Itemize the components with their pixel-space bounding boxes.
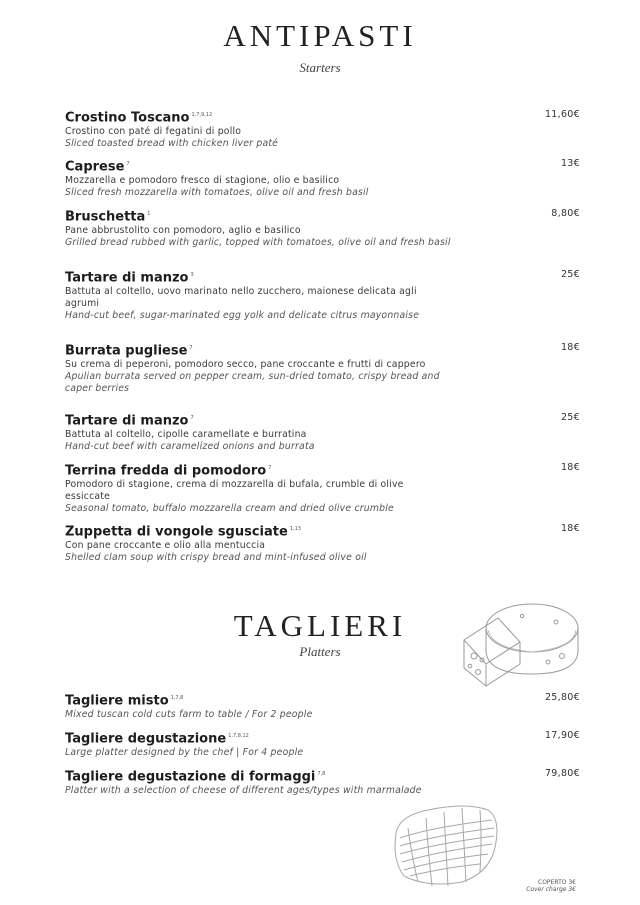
allergen-codes: 7,8 bbox=[317, 771, 326, 777]
menu-item bbox=[65, 206, 580, 249]
allergen-codes: 7 bbox=[268, 465, 272, 471]
item-price: 18€ bbox=[560, 342, 580, 353]
allergen-codes: 7 bbox=[126, 161, 130, 167]
antipasti-title: ANTIPASTI bbox=[223, 18, 417, 53]
item-name: Tagliere degustazione di formaggi bbox=[65, 769, 316, 785]
allergen-codes: 1,13 bbox=[289, 526, 301, 532]
item-description: Pomodoro di stagione, crema di mozzarella di bufala, crumble di olive essiccate bbox=[65, 479, 404, 503]
item-price: 8,80€ bbox=[551, 208, 580, 219]
item-price: 79,80€ bbox=[544, 768, 580, 779]
item-name: Bruschetta bbox=[65, 209, 146, 225]
menu-item bbox=[65, 460, 580, 515]
menu-item bbox=[65, 728, 580, 759]
item-name: Tagliere degustazione bbox=[65, 731, 227, 747]
item-description: Con pane croccante e olio alla mentuccia bbox=[65, 540, 266, 552]
antipasti-subtitle: Starters bbox=[299, 60, 341, 75]
menu-item bbox=[65, 340, 580, 395]
taglieri-subtitle: Platters bbox=[299, 644, 341, 659]
menu-item bbox=[65, 107, 580, 150]
allergen-codes: 1,7,9,12 bbox=[191, 112, 213, 118]
menu-item bbox=[65, 156, 580, 199]
cover-charge-note bbox=[526, 879, 576, 893]
allergen-codes: 1 bbox=[147, 211, 151, 217]
allergen-codes: 1,7,8 bbox=[170, 695, 184, 701]
item-description-en: Sliced fresh mozzarella with tomatoes, olive oil and fresh basil bbox=[65, 187, 369, 199]
item-name: Zuppetta di vongole sgusciate bbox=[65, 524, 288, 540]
item-description-en: Hand-cut beef, sugar-marinated egg yolk and delicate citrus mayonnaise bbox=[65, 310, 420, 322]
coperto-text: COPERTO 3€ bbox=[538, 879, 576, 886]
item-description-en: Grilled bread rubbed with garlic, topped with tomatoes, olive oil and fresh basil bbox=[65, 237, 451, 249]
item-description: Battuta al coltello, cipolle caramellate e burratina bbox=[65, 429, 307, 441]
menu-item bbox=[65, 267, 580, 322]
menu-item bbox=[65, 690, 580, 721]
item-price: 25,80€ bbox=[544, 692, 580, 703]
item-price: 25€ bbox=[560, 412, 580, 423]
item-description-en: Platter with a selection of cheese of different ages/types with marmalade bbox=[65, 785, 422, 797]
item-name: Tartare di manzo bbox=[65, 270, 189, 286]
item-price: 13€ bbox=[560, 158, 580, 169]
item-description: Pane abbrustolito con pomodoro, aglio e basilico bbox=[65, 225, 301, 237]
item-description-en: Mixed tuscan cold cuts farm to table / For 2 people bbox=[65, 709, 313, 721]
item-price: 18€ bbox=[560, 523, 580, 534]
item-description: Battuta al coltello, uovo marinato nello zucchero, maionese delicata agli agrumi bbox=[65, 286, 417, 310]
item-price: 25€ bbox=[560, 269, 580, 280]
allergen-codes: 7 bbox=[190, 415, 194, 421]
item-description-en: Hand-cut beef with caramelized onions and burrata bbox=[65, 441, 315, 453]
allergen-codes: 3 bbox=[190, 272, 194, 278]
item-description: Mozzarella e pomodoro fresco di stagione, olio e basilico bbox=[65, 175, 340, 187]
taglieri-title: TAGLIERI bbox=[233, 608, 407, 643]
cover-charge-text: Cover charge 3€ bbox=[526, 886, 576, 893]
item-name: Tagliere misto bbox=[65, 693, 169, 709]
item-name: Crostino Toscano bbox=[65, 110, 190, 126]
item-description-en: Apulian burrata served on pepper cream, sun-dried tomato, crispy bread and caper berries bbox=[65, 371, 440, 395]
item-description-en: Seasonal tomato, buffalo mozzarella cream and dried olive crumble bbox=[65, 503, 394, 515]
menu-item bbox=[65, 521, 580, 564]
item-description-en: Shelled clam soup with crispy bread and mint-infused olive oil bbox=[65, 552, 367, 564]
item-price: 18€ bbox=[560, 462, 580, 473]
item-name: Caprese bbox=[65, 159, 125, 175]
item-name: Tartare di manzo bbox=[65, 413, 189, 429]
menu-item bbox=[65, 766, 580, 797]
item-name: Terrina fredda di pomodoro bbox=[65, 463, 267, 479]
item-price: 17,90€ bbox=[544, 730, 580, 741]
item-description-en: Large platter designed by the chef | For 4 people bbox=[65, 747, 304, 759]
item-name: Burrata pugliese bbox=[65, 343, 188, 359]
cured-meat-illustration bbox=[388, 798, 504, 890]
item-description: Su crema di peperoni, pomodoro secco, pane croccante e frutti di cappero bbox=[65, 359, 426, 371]
allergen-codes: 7 bbox=[189, 345, 193, 351]
item-description-en: Sliced toasted bread with chicken liver paté bbox=[65, 138, 279, 150]
item-price: 11,60€ bbox=[544, 109, 580, 120]
item-description: Crostino con paté di fegatini di pollo bbox=[65, 126, 242, 138]
menu-item bbox=[65, 410, 580, 453]
allergen-codes: 1,7,8,12 bbox=[228, 733, 249, 739]
